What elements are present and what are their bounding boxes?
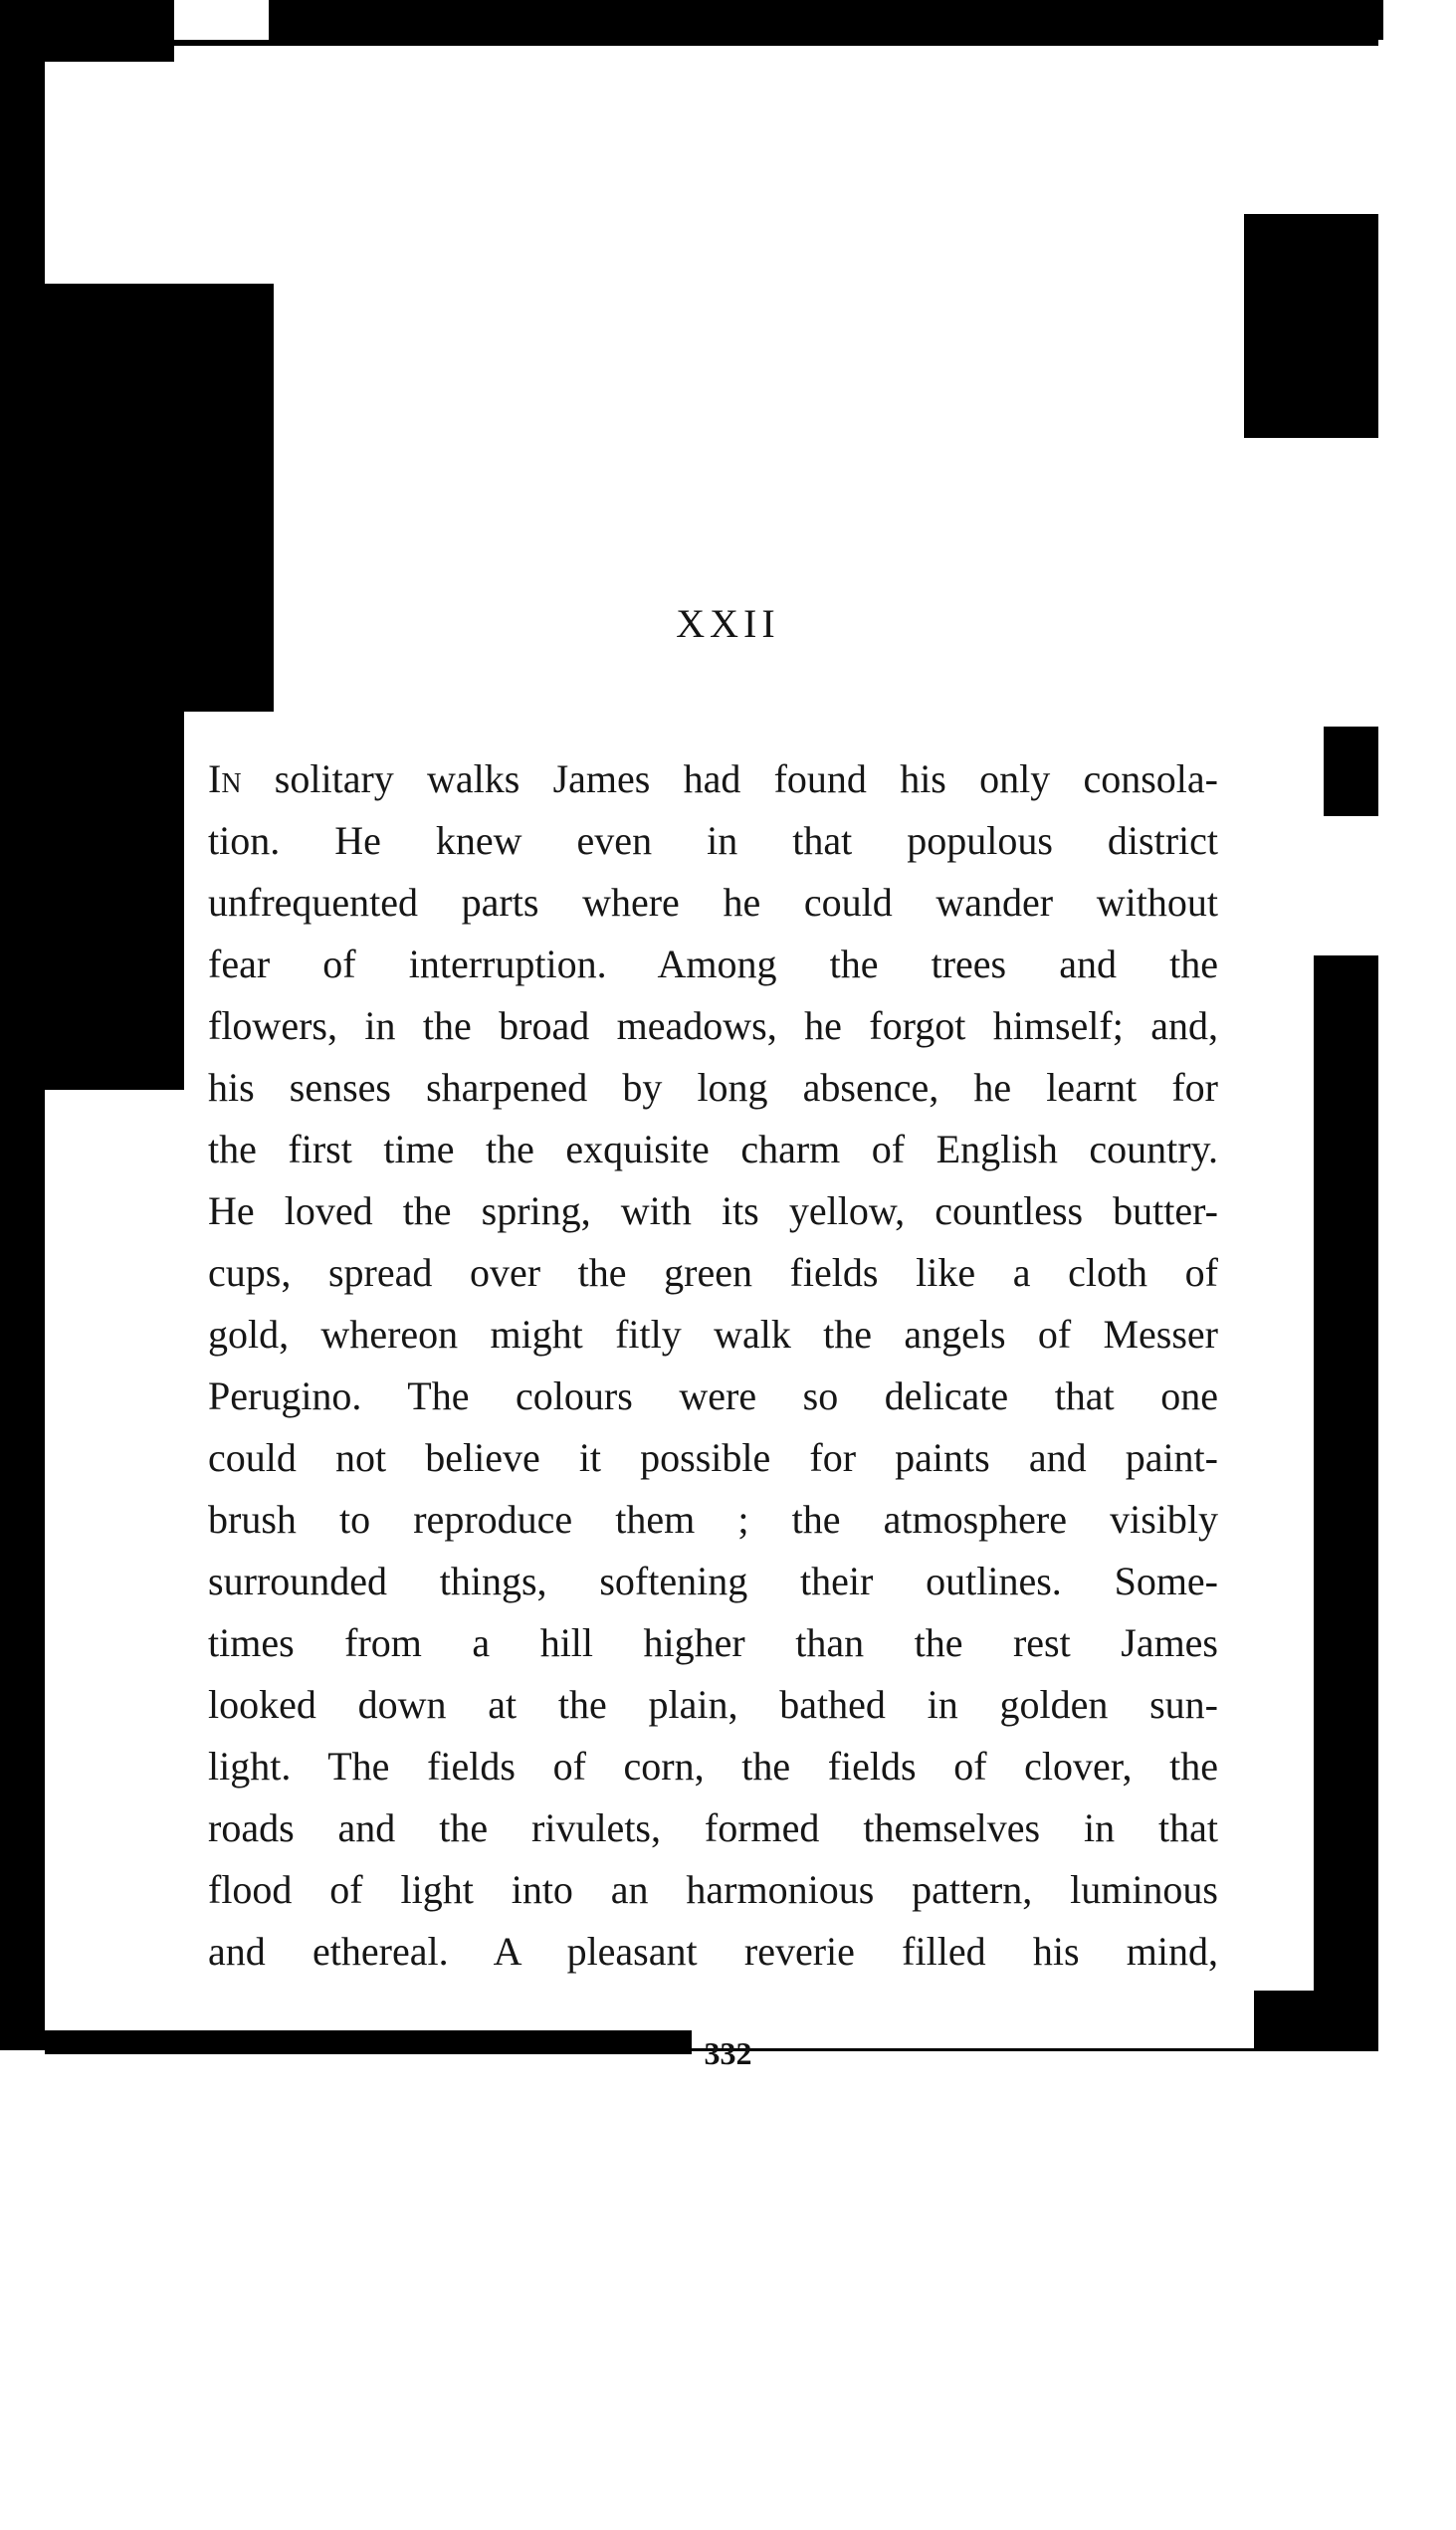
text-line: his senses sharpened by long absence, he learnt for — [208, 1065, 1218, 1110]
scan-border-right-bar-a — [1244, 214, 1378, 438]
text-line: He loved the spring, with its yellow, countless butter- — [208, 1188, 1218, 1233]
scan-border-right-bar-b — [1314, 955, 1378, 1991]
text-line: flood of light into an harmonious pattern, luminous — [208, 1867, 1218, 1912]
chapter-body-text — [208, 748, 1218, 1983]
chapter-heading: XXII — [676, 601, 780, 646]
text-line: looked down at the plain, bathed in golden sun- — [208, 1682, 1218, 1727]
text-line: Perugino. The colours were so delicate that one — [208, 1373, 1218, 1418]
scan-border-left-bar-a — [45, 284, 274, 712]
text-line: roads and the rivulets, formed themselves in that — [208, 1805, 1218, 1850]
text-line-rest: solitary walks James had found his only consola- — [241, 756, 1218, 801]
text-line: flowers, in the broad meadows, he forgot himself; and, — [208, 1003, 1218, 1048]
text-line: could not believe it possible for paints and paint- — [208, 1435, 1218, 1480]
text-line: tion. He knew even in that populous district — [208, 818, 1218, 863]
drop-word: In — [208, 756, 242, 801]
text-line — [208, 748, 1218, 810]
text-line: fear of interruption. Among the trees and the — [208, 942, 1218, 986]
text-line: surrounded things, softening their outlines. Some- — [208, 1559, 1218, 1603]
scan-border-right-tab — [1324, 727, 1378, 816]
scan-border-top — [269, 0, 1383, 40]
scan-border-left-bar-b — [45, 712, 184, 1090]
scan-border-left-notch-top — [45, 0, 174, 62]
page-number: 332 — [704, 2035, 752, 2071]
scan-border-top-left — [0, 0, 45, 2050]
text-line: and ethereal. A pleasant reverie filled his mind, — [208, 1929, 1218, 1974]
text-line: the first time the exquisite charm of English country. — [208, 1127, 1218, 1171]
scan-border-top-thin — [174, 40, 1378, 46]
text-line: brush to reproduce them ; the atmosphere visibly — [208, 1497, 1218, 1542]
text-line: times from a hill higher than the rest James — [208, 1620, 1218, 1665]
text-line: light. The fields of corn, the fields of clover, the — [208, 1744, 1218, 1789]
text-line: unfrequented parts where he could wander without — [208, 880, 1218, 925]
text-line: cups, spread over the green fields like a cloth of — [208, 1250, 1218, 1295]
text-line: gold, whereon might fitly walk the angels of Messer — [208, 1312, 1218, 1357]
